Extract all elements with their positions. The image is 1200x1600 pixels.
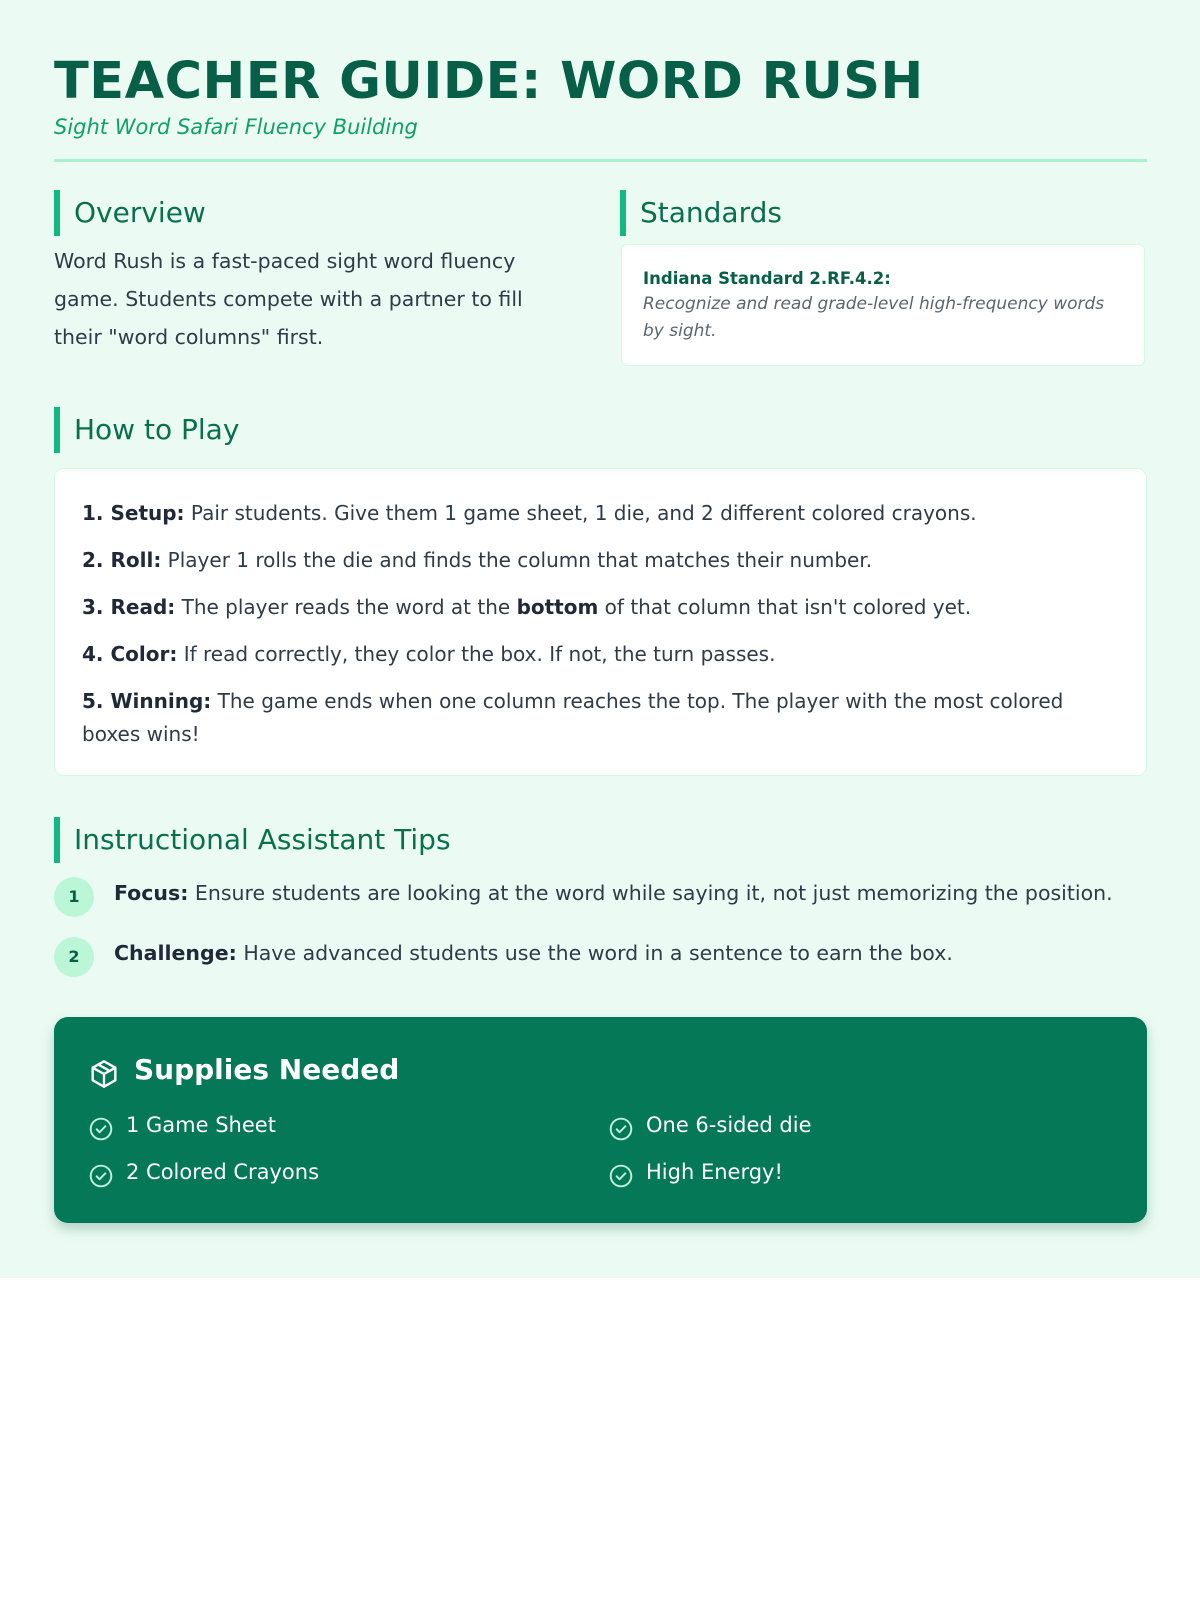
check-circle-icon: [88, 1163, 114, 1189]
standards-card: [621, 244, 1145, 366]
page-title: TEACHER GUIDE: WORD RUSH: [54, 52, 924, 111]
step-text: If read correctly, they color the box. If not, the turn passes.: [177, 642, 776, 666]
step-key: 4. Color:: [82, 642, 178, 666]
check-circle-icon: [608, 1163, 634, 1189]
tip-focus: [54, 877, 1147, 917]
page-subtitle: Sight Word Safari Fluency Building: [54, 115, 418, 139]
step-text: The game ends when one column reaches the top. The player with the most colored boxes wins!: [82, 689, 1064, 746]
step-text: The player reads the word at the: [175, 595, 517, 619]
how-to-play-card: [54, 468, 1147, 776]
check-circle-icon: [608, 1116, 634, 1142]
tip-challenge: [54, 937, 1147, 977]
overview-heading: Overview: [54, 190, 206, 236]
step-text: of that column that isn't colored yet.: [598, 595, 972, 619]
supply-item-label: High Energy!: [646, 1160, 783, 1184]
package-icon: [88, 1058, 120, 1090]
supplies-panel: [54, 1017, 1147, 1223]
supply-item-label: 1 Game Sheet: [126, 1113, 276, 1137]
tip-number-badge: 2: [54, 937, 94, 977]
supply-item-label: One 6-sided die: [646, 1113, 812, 1137]
step-color: [82, 638, 1119, 671]
tip-number-badge: 1: [54, 877, 94, 917]
step-key: 3. Read:: [82, 595, 176, 619]
step-winning: [82, 685, 1119, 751]
standard-label: Indiana Standard 2.RF.4.2:: [643, 269, 891, 288]
tip-key: Challenge:: [114, 941, 237, 965]
step-setup: [82, 497, 1119, 530]
step-emphasis: bottom: [516, 595, 599, 619]
tip-text: [114, 881, 1113, 905]
overview-text: Word Rush is a fast-paced sight word fluency game. Students compete with a partner to fill their "word columns" first.: [54, 249, 523, 349]
step-text: Player 1 rolls the die and finds the column that matches their number.: [161, 548, 873, 572]
standard-description: Recognize and read grade-level high-frequency words by sight.: [643, 294, 1105, 341]
step-key: 1. Setup:: [82, 501, 185, 525]
step-key: 5. Winning:: [82, 689, 212, 713]
supplies-heading: Supplies Needed: [134, 1053, 400, 1086]
tips-heading: Instructional Assistant Tips: [54, 817, 451, 863]
tip-key: Focus:: [114, 881, 189, 905]
tip-body: Have advanced students use the word in a sentence to earn the box.: [236, 941, 953, 965]
tip-text: [114, 941, 953, 965]
standards-heading: Standards: [620, 190, 782, 236]
header-divider: [54, 159, 1147, 162]
tip-body: Ensure students are looking at the word while saying it, not just memorizing the position.: [188, 881, 1113, 905]
step-read: [82, 591, 1119, 624]
step-key: 2. Roll:: [82, 548, 162, 572]
how-to-play-heading: How to Play: [54, 407, 239, 453]
supply-item-label: 2 Colored Crayons: [126, 1160, 320, 1184]
step-roll: [82, 544, 1119, 577]
check-circle-icon: [88, 1116, 114, 1142]
step-text: Pair students. Give them 1 game sheet, 1 die, and 2 different colored crayons.: [184, 501, 977, 525]
